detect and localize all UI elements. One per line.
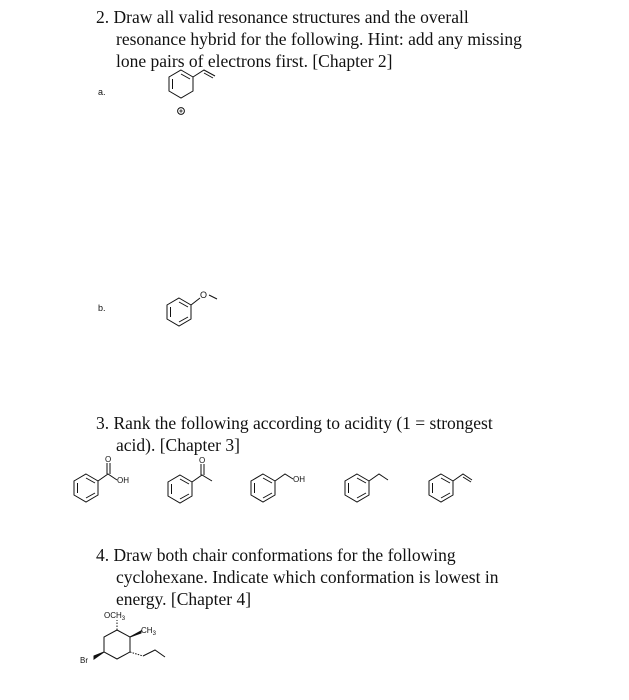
question-4-line-1: 4. Draw both chair conformations for the following xyxy=(96,545,456,565)
acidity-molecule-4 xyxy=(345,474,388,502)
acidity-molecule-1 xyxy=(74,463,117,502)
carbonyl-oxygen-1: O xyxy=(105,455,112,464)
hydroxyl-label-1: OH xyxy=(117,476,129,485)
question-3-line-1: 3. Rank the following according to acidity (1 = strongest xyxy=(96,413,493,433)
molecule-2b xyxy=(167,295,217,326)
question-4-number: 4. xyxy=(96,545,110,565)
carbonyl-oxygen-2: O xyxy=(199,456,206,465)
part-b-label: b. xyxy=(98,303,106,313)
acidity-molecule-2 xyxy=(168,464,212,503)
acidity-molecule-3 xyxy=(251,474,293,502)
ch3-wedge-bond xyxy=(130,631,141,637)
question-2-line-1: 2. Draw all valid resonance structures and the overall xyxy=(96,7,469,27)
molecule-2a xyxy=(169,70,215,114)
part-a-label: a. xyxy=(98,87,106,97)
question-3-line-2: acid). [Chapter 3] xyxy=(116,435,240,455)
hydroxyl-label-3: OH xyxy=(293,475,305,484)
br-label: Br xyxy=(80,656,88,665)
atom-oxygen-2b: O xyxy=(200,290,208,300)
cyclohexane-molecule xyxy=(94,620,165,659)
br-wedge-bond xyxy=(94,652,104,659)
acidity-molecule-5 xyxy=(429,474,472,502)
question-4-line-2: cyclohexane. Indicate which conformation is lowest in xyxy=(116,567,499,587)
question-3-number: 3. xyxy=(96,413,110,433)
question-4-line-3: energy. [Chapter 4] xyxy=(116,589,252,609)
och3-label: $OCH_3$ xyxy=(104,611,126,622)
question-2-line-3: lone pairs of electrons first. [Chapter 2] xyxy=(116,51,393,71)
question-2-line-2: resonance hybrid for the following. Hint: add any missing xyxy=(116,29,522,49)
ch3-label: $CH_3$ xyxy=(141,626,156,637)
question-2-number: 2. xyxy=(96,7,110,27)
ethyl-hashed-bond xyxy=(130,652,143,656)
